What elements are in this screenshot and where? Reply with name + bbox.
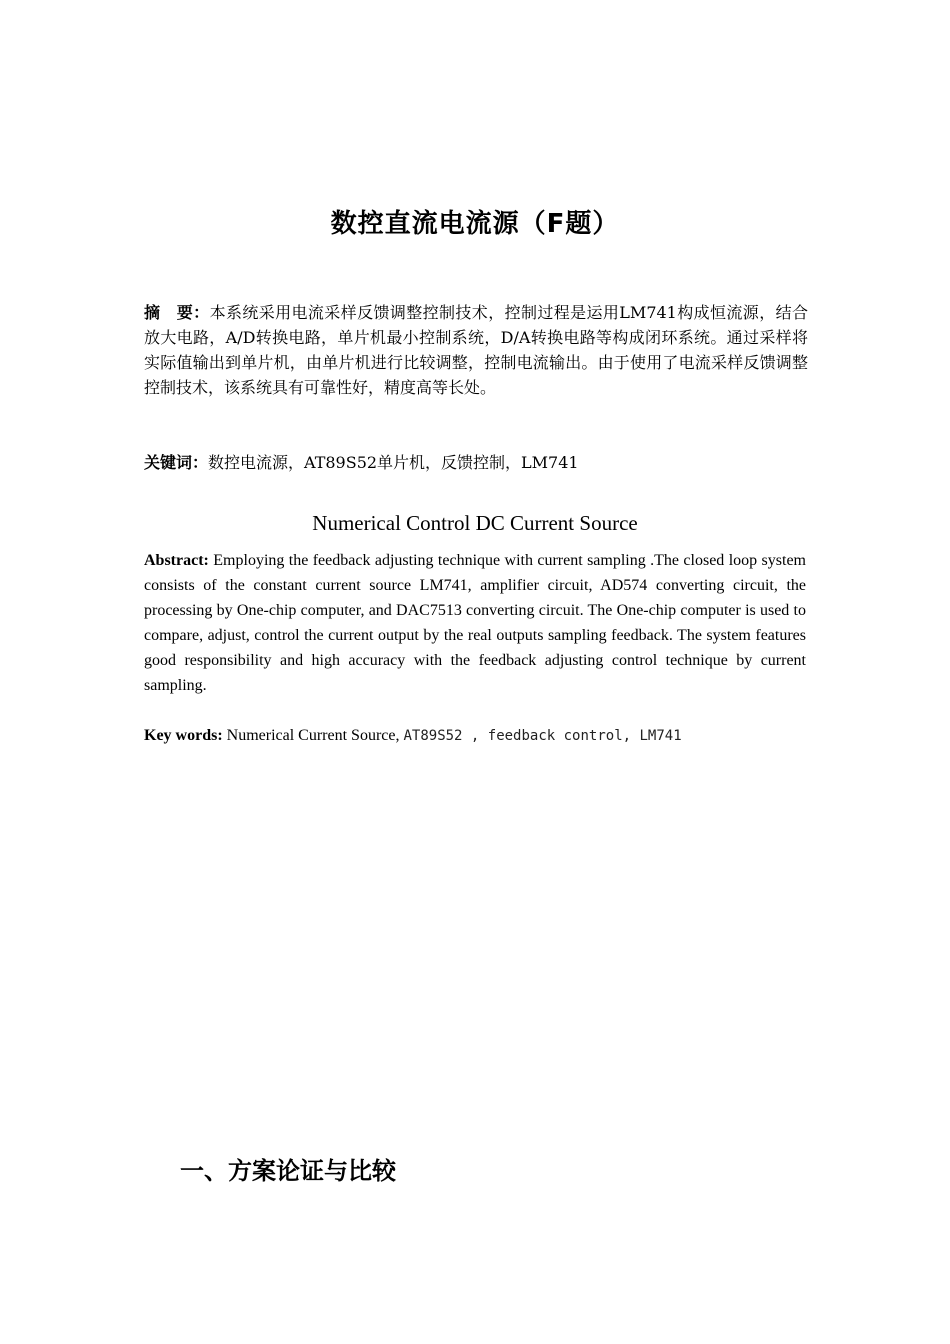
chinese-abstract-label: 摘 要： — [144, 303, 210, 322]
chinese-abstract-text: 本系统采用电流采样反馈调整控制技术，控制过程是运用LM741构成恒流源，结合放大电路，A/D转换电路，单片机最小控制系统，D/A转换电路等构成闭环系统。通过采样将实际值输出到单片机，由单片机进行比较调整，控制电流输出。由于使用了电流采样反馈调整控制技术，该系统具有可靠性好，精度高等长处。 — [144, 303, 808, 397]
chinese-keywords-text: 数控电流源，AT89S52单片机，反馈控制，LM741 — [208, 453, 579, 472]
english-keywords-mono-text: AT89S52 , feedback control, LM741 — [403, 728, 682, 744]
english-abstract-label: Abstract: — [144, 552, 209, 569]
english-abstract-text: Employing the feedback adjusting technique with current sampling .The closed loop system consists of the constant current source LM741, amplifier circuit, AD574 converting circuit, the processing by One-chip computer, and DAC7513 converting circuit. The One-chip computer is used to compare, adjust, control the current output by the real outputs sampling feedback. The system features good responsibility and high accuracy with the feedback adjusting control technique by current sampling. — [144, 552, 806, 694]
english-keywords — [144, 723, 808, 749]
chinese-title: 数控直流电流源（F题） — [330, 209, 620, 239]
english-title: Numerical Control DC Current Source — [312, 511, 638, 535]
english-keywords-text: Numerical Current Source, — [222, 727, 404, 744]
chinese-keywords — [144, 450, 808, 475]
english-keywords-label: Key words: — [144, 727, 223, 744]
section-heading: 一、方案论证与比较 — [180, 1157, 396, 1185]
chinese-keywords-label: 关键词： — [144, 453, 209, 472]
english-abstract — [144, 548, 806, 698]
chinese-abstract — [144, 300, 808, 400]
